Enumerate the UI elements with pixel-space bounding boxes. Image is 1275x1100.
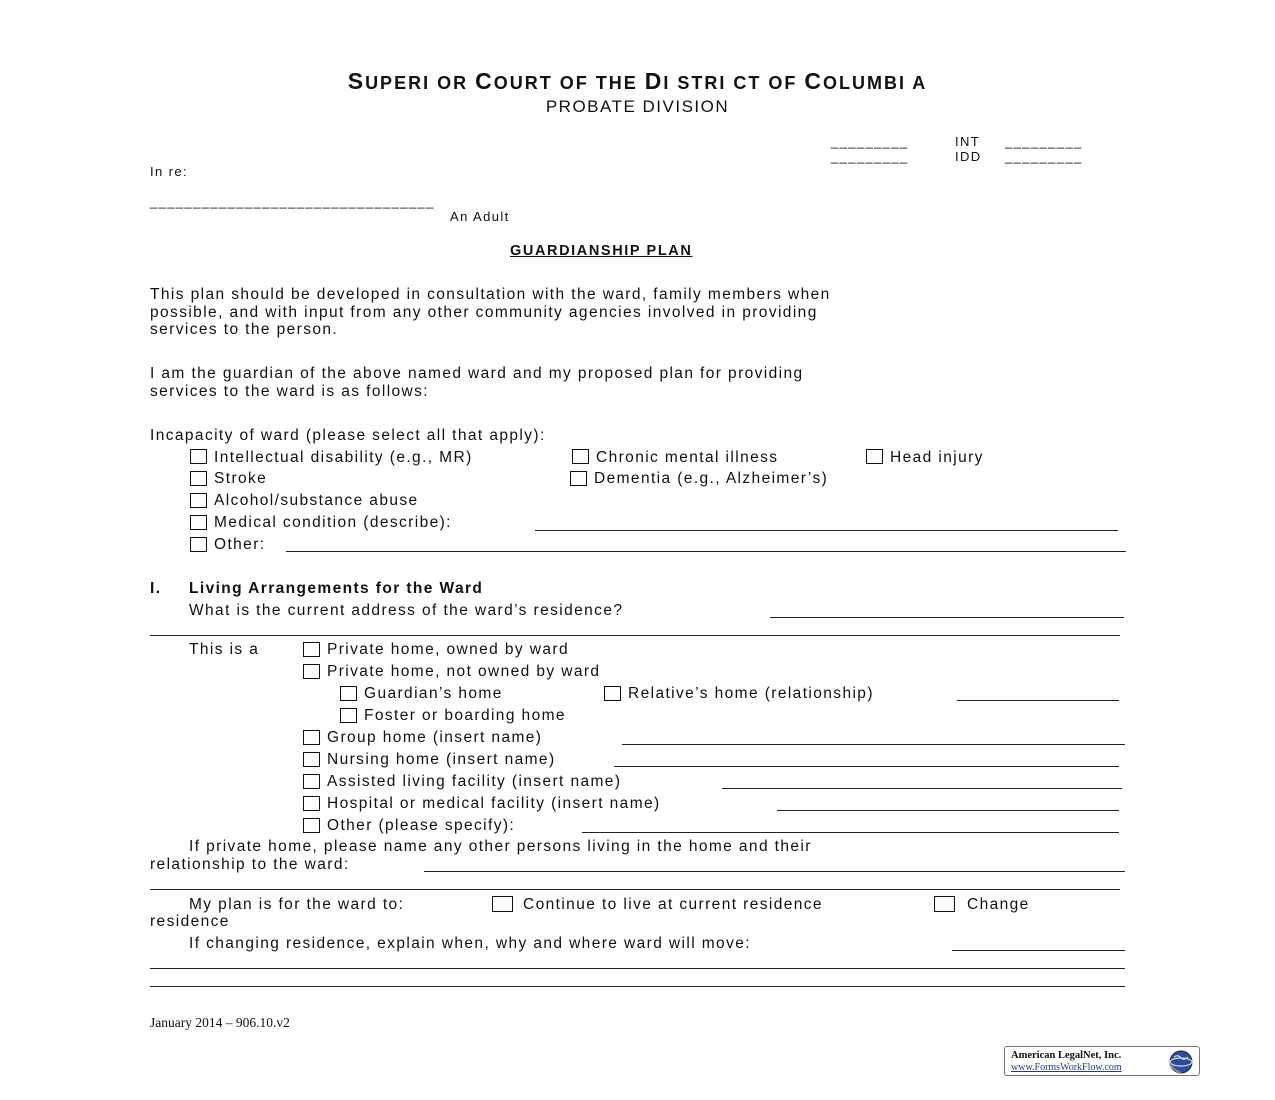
chronic-mental-illness-label: Chronic mental illness [596,449,779,466]
move-explanation-line-1[interactable] [952,950,1125,951]
in-re-label: In re: [150,164,189,179]
other-residence-line[interactable] [582,832,1119,833]
other-incapacity-line[interactable] [286,551,1126,552]
foster-home-label: Foster or boarding home [364,707,566,724]
intellectual-disability-label: Intellectual disability (e.g., MR) [214,449,473,466]
guardians-home-label: Guardian’s home [364,685,503,702]
dementia-checkbox[interactable] [570,471,587,486]
logo-brand: American LegalNet, Inc. [1011,1050,1122,1061]
continue-residence-label: Continue to live at current residence [523,896,823,913]
relatives-home-label: Relative’s home (relationship) [628,685,874,702]
an-adult-label: An Adult [450,209,510,224]
logo-url[interactable]: www.FormsWorkFlow.com [1011,1062,1122,1073]
change-residence-label: Change [967,896,1030,913]
group-home-line[interactable] [622,744,1125,745]
alcohol-substance-checkbox[interactable] [190,493,207,508]
head-injury-checkbox[interactable] [866,449,883,464]
assisted-living-checkbox[interactable] [303,774,320,789]
continue-residence-checkbox[interactable] [492,896,513,912]
guardians-home-checkbox[interactable] [340,686,357,701]
hospital-facility-line[interactable] [777,810,1119,811]
move-explanation-line-3[interactable] [150,986,1125,987]
statement-line-2: services to the ward is as follows: [150,383,430,400]
globe-icon [1165,1049,1197,1075]
head-injury-label: Head injury [890,449,984,466]
medical-condition-checkbox[interactable] [190,515,207,530]
incapacity-prompt: Incapacity of ward (please select all that apply): [150,427,546,444]
medical-condition-label: Medical condition (describe): [214,514,452,531]
assisted-living-label: Assisted living facility (insert name) [327,773,622,790]
int-label: INT [955,134,981,149]
group-home-checkbox[interactable] [303,730,320,745]
section-number: I. [150,580,162,597]
alcohol-substance-label: Alcohol/substance abuse [214,492,419,509]
stroke-checkbox[interactable] [190,471,207,486]
relationship-line[interactable] [957,700,1119,701]
statement-line-1: I am the guardian of the above named ward and my proposed plan for providing [150,365,804,382]
foster-home-checkbox[interactable] [340,708,357,723]
dementia-label: Dementia (e.g., Alzheimer’s) [594,470,829,487]
if-private-line-1: If private home, please name any other persons living in the home and their [189,838,812,855]
if-private-line-2: relationship to the ward: [150,856,350,873]
address-line-2[interactable] [150,635,1120,636]
ward-name-line[interactable]: _________________________________ [150,194,435,209]
other-incapacity-checkbox[interactable] [190,537,207,552]
hospital-facility-label: Hospital or medical facility (insert name) [327,795,661,812]
division-title: PROBATE DIVISION [545,97,730,116]
idd-blank-right[interactable]: _________ [1005,149,1083,164]
idd-blank-left[interactable]: _________ [831,149,909,164]
nursing-home-checkbox[interactable] [303,752,320,767]
move-explanation-line-2[interactable] [150,968,1125,969]
form-version: January 2014 – 906.10.v2 [150,1015,290,1030]
this-is-a-label: This is a [189,641,260,658]
private-owned-checkbox[interactable] [303,642,320,657]
intro-line-3: services to the person. [150,321,339,338]
legalnet-logo[interactable] [1004,1046,1200,1076]
intro-line-2: possible, and with input from any other community agencies involved in providing [150,304,818,321]
stroke-label: Stroke [214,470,268,487]
chronic-mental-illness-checkbox[interactable] [572,449,589,464]
other-persons-line-2[interactable] [150,889,1120,890]
intro-line-1: This plan should be developed in consultation with the ward, family members when [150,286,831,303]
if-changing-prompt: If changing residence, explain when, why and where ward will move: [189,935,751,952]
hospital-facility-checkbox[interactable] [303,796,320,811]
group-home-label: Group home (insert name) [327,729,543,746]
plan-lead: My plan is for the ward to: [189,896,405,913]
form-title: GUARDIANSHIP PLAN [510,243,693,259]
other-persons-line-1[interactable] [424,871,1125,872]
nursing-home-label: Nursing home (insert name) [327,751,556,768]
court-title: SUPERI OR COURT OF THE DI STRI CT OF COLUMBI A [347,68,928,94]
int-blank-right[interactable]: _________ [1005,134,1083,149]
private-not-owned-label: Private home, not owned by ward [327,663,601,680]
other-incapacity-label: Other: [214,536,266,553]
intellectual-disability-checkbox[interactable] [190,449,207,464]
other-residence-checkbox[interactable] [303,818,320,833]
nursing-home-line[interactable] [614,766,1119,767]
private-not-owned-checkbox[interactable] [303,664,320,679]
medical-condition-line[interactable] [535,530,1118,531]
address-line-1[interactable] [770,617,1124,618]
residence-word: residence [150,913,230,930]
idd-label: IDD [955,149,982,164]
relatives-home-checkbox[interactable] [604,686,621,701]
section-heading: Living Arrangements for the Ward [189,580,484,597]
private-owned-label: Private home, owned by ward [327,641,569,658]
int-blank-left[interactable]: _________ [831,134,909,149]
assisted-living-line[interactable] [722,788,1122,789]
other-residence-label: Other (please specify): [327,817,516,834]
change-residence-checkbox[interactable] [934,896,955,912]
address-question: What is the current address of the ward’s residence? [189,602,624,619]
